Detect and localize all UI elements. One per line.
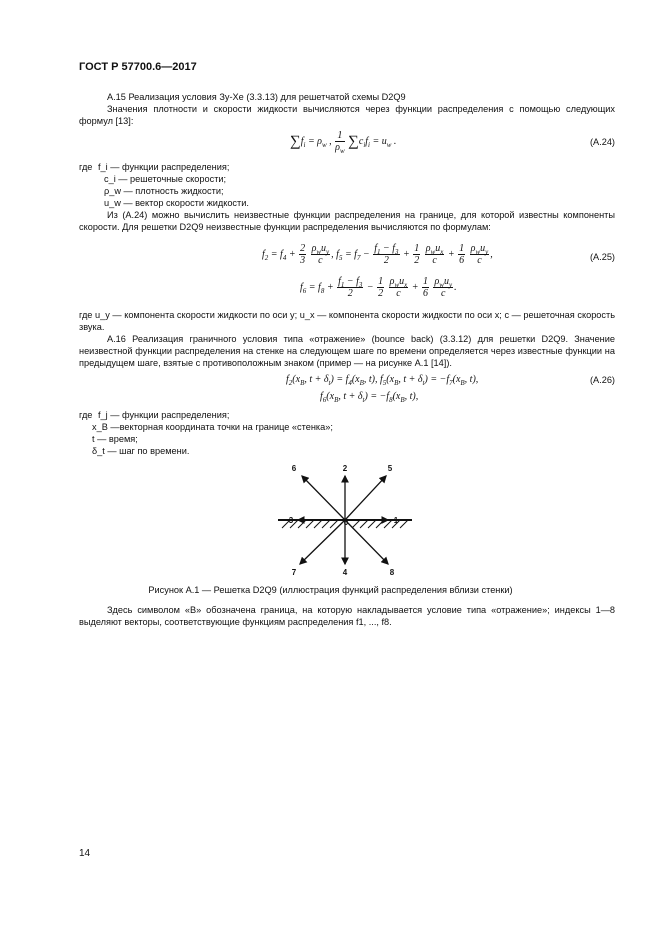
label-2: 2 (342, 464, 348, 473)
definition-ci: c_i — решеточные скорости; (104, 174, 227, 184)
label-3: 3 (288, 516, 294, 525)
equation-a24-number: (А.24) (589, 137, 615, 147)
closing-paragraph: Здесь символом «B» обозначена граница, на которую накладывается условие типа «отражение»; индексы 1—8 выделяют векторы, соответствующие функциям распределения f1, ..., f8. (79, 605, 615, 627)
page-number: 14 (79, 848, 91, 859)
label-7: 7 (291, 568, 297, 577)
section-a15-intro: Значения плотности и скорости жидкости вычисляются через функции распределения с помощью следующих формул [13]: (79, 104, 615, 126)
equation-a26-line2: $f_6(x_B$, $t + \delta_t) = -f_8(x_B$, t), (320, 391, 419, 404)
definition-fi: f_i — функции распределения; (98, 162, 230, 172)
figure-d2q9-lattice (270, 460, 420, 580)
label-0: 0 (343, 518, 349, 527)
equation-a25-line1: $f_2 = f_4$ + $\frac{2}{3}$ $\frac{\rho_wu_y}{c}$ , $f_5 = f_7$ − $\frac{f_1 - f_3}{2}$ + $\frac{1}{2}$ $\frac{\rho_wu_x}{c}$ + $\frac{1}{6}$ $\frac{\rho_wu_y}{c}$ , (262, 243, 493, 266)
section-a15-heading: А.15 Реализация условия Зу-Хе (3.3.13) для решетчатой схемы D2Q9 (107, 92, 406, 102)
label-5: 5 (387, 464, 393, 473)
where-uy-ux-c: где u_y — компонента скорости жидкости по оси y; u_x — компонента скорости жидкости по оси x; c — решеточная скорость звука. (79, 310, 615, 332)
vector-8 (345, 520, 388, 564)
where-label-a24: где (79, 162, 93, 172)
section-a16-paragraph: А.16 Реализация граничного условия типа «отражение» (bounce back) (3.3.12) для решетки D2Q9. Значение неизвестной функции распределения на стенке на следующем шаге по времени определяется через известные функции на предыдущем шаге, взятые с противоположным знаком (пример — на рисунке А.1 [14]). (79, 334, 615, 368)
section-a15-paragraph2: Из (А.24) можно вычислить неизвестные функции распределения на границе, для которой известны компоненты скорости. Для решетки D2Q9 неизвестные функции распределения вычисляются по формулам: (79, 210, 615, 232)
label-1: 1 (393, 516, 399, 525)
where-label-a26: где (79, 410, 93, 420)
document-header: ГОСТ Р 57700.6—2017 (79, 61, 197, 73)
equation-a26-line1: $f_2(x_B$, $t + \delta_t) = f_4(x_B$, t), $f_5(x_B$, $t + \delta_t) = -f_7(x_B$, t), (286, 374, 479, 387)
figure-caption: Рисунок А.1 — Решетка D2Q9 (иллюстрация функций распределения вблизи стенки) (148, 585, 513, 595)
equation-a24: $\sum f_i = \rho_w$ , $\frac{1}{\rho_w}$ $\sum c_if_i = u_w$ . (290, 130, 397, 155)
label-4: 4 (342, 568, 348, 577)
equation-a25-line2: $f_6 = f_8$ + $\frac{f_1 - f_3}{2}$ − $\frac{1}{2}$ $\frac{\rho_wu_x}{c}$ + $\frac{1}{6}$ $\frac{\rho_wu_y}{c}$ . (300, 276, 457, 299)
definition-uw: u_w — вектор скорости жидкости. (104, 198, 249, 208)
definition-delta-t: δ_t — шаг по времени. (92, 446, 190, 456)
definition-xb: x_B —векторная координата точки на границе «стенка»; (92, 422, 333, 432)
equation-a26-number: (А.26) (589, 375, 615, 385)
label-8: 8 (389, 568, 395, 577)
definition-rho-w: ρ_w — плотность жидкости; (104, 186, 224, 196)
definition-fj: f_j — функции распределения; (98, 410, 230, 420)
vector-6 (302, 476, 345, 520)
equation-a25-number: (А.25) (589, 252, 615, 262)
definition-t: t — время; (92, 434, 138, 444)
label-6: 6 (291, 464, 297, 473)
vector-5 (345, 476, 386, 520)
